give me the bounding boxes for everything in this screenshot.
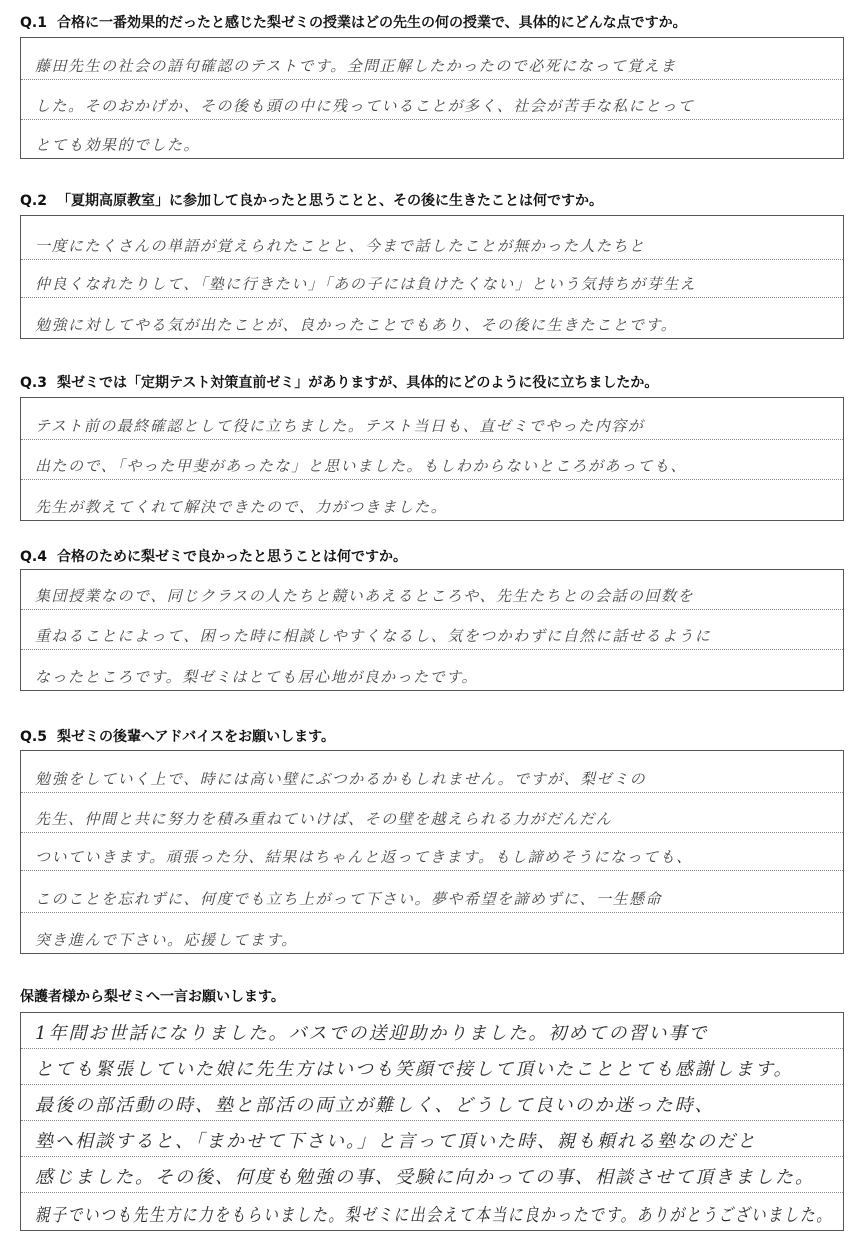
question-text: 梨ゼミの後輩へアドバイスをお願いします。	[56, 729, 336, 745]
answer-box	[20, 1012, 844, 1231]
handwritten-text: 勉強に対してやる気が出たことが、良かったことでもあり、その後に生きたことです。	[35, 316, 678, 334]
question-text: 保護者様から梨ゼミへ一言お願いします。	[20, 989, 285, 1005]
answer-line	[21, 298, 843, 338]
answer-box	[20, 397, 844, 521]
answer-line	[21, 1121, 843, 1157]
handwritten-text: テスト前の最終確認として役に立ちました。テスト当日も、直ゼミでやった内容が	[35, 417, 645, 435]
answer-line	[21, 38, 843, 80]
question-number: Q.1	[20, 15, 47, 31]
handwritten-text: 突き進んで下さい。応援してます。	[35, 931, 298, 949]
handwritten-text: 出たので、「やった甲斐があったな」と思いました。もしわからないところがあっても、	[35, 457, 687, 475]
answer-box	[20, 215, 844, 339]
answer-line	[21, 1193, 843, 1230]
answer-line	[21, 398, 843, 440]
handwritten-text: 重ねることによって、困った時に相談しやすくなるし、気をつかわずに自然に話せるように	[35, 627, 712, 645]
handwritten-text: とても効果的でした。	[35, 136, 201, 154]
answer-line	[21, 440, 843, 480]
handwritten-text: なったところです。梨ゼミはとても居心地が良かったです。	[35, 668, 478, 686]
handwritten-text: 塾へ相談すると、「まかせて下さい。」と言って頂いた時、親も頼れる塾なのだと	[35, 1131, 757, 1152]
answer-line	[21, 913, 843, 953]
answer-line	[21, 650, 843, 690]
question-text: 合格に一番効果的だったと感じた梨ゼミの授業はどの先生の何の授業で、具体的にどんな点ですか。	[56, 15, 687, 31]
handwritten-text: とても緊張していた娘に先生方はいつも笑顔で接して頂いたこととても感謝します。	[35, 1059, 794, 1080]
answer-line	[21, 1049, 843, 1085]
handwritten-text: 一度にたくさんの単語が覚えられたことと、今まで話したことが無かった人たちと	[35, 237, 646, 255]
answer-line	[21, 216, 843, 260]
answer-line	[21, 480, 843, 520]
question-number: Q.5	[20, 729, 47, 745]
answer-line	[21, 751, 843, 793]
answer-line	[21, 1013, 843, 1049]
handwritten-text: 先生、仲間と共に努力を積み重ねていけば、その壁を越えられる力がだんだん	[35, 810, 613, 828]
answer-line	[21, 871, 843, 913]
answer-line	[21, 80, 843, 120]
answer-line	[21, 1157, 843, 1193]
handwritten-text: した。そのおかげか、その後も頭の中に残っていることが多く、社会が苦手な私にとって	[35, 97, 695, 115]
question-title	[20, 726, 335, 746]
handwritten-text: 1年間お世話になりました。バスでの送迎助かりました。初めての習い事で	[35, 1023, 709, 1044]
handwritten-text: 仲良くなれたりして、「塾に行きたい」「あの子には負けたくない」という気持ちが芽生え	[35, 275, 697, 293]
question-number: Q.3	[20, 375, 47, 391]
question-text: 「夏期高原教室」に参加して良かったと思うことと、その後に生きたことは何ですか。	[56, 193, 603, 209]
handwritten-text: 勉強をしていく上で、時には高い壁にぶつかるかもしれません。ですが、梨ゼミの	[35, 770, 647, 788]
answer-line	[21, 610, 843, 650]
handwritten-text: このことを忘れずに、何度でも立ち上がって下さい。夢や希望を諦めずに、一生懸命	[35, 890, 663, 908]
handwritten-text: 藤田先生の社会の語句確認のテストです。全問正解したかったので必死になって覚えま	[35, 57, 677, 75]
answer-line	[21, 120, 843, 158]
handwritten-text: 先生が教えてくれて解決できたので、力がつきました。	[35, 498, 448, 516]
answer-line	[21, 1085, 843, 1121]
handwritten-text: ついていきます。頑張った分、結果はちゃんと返ってきます。もし諦めそうになっても、	[35, 848, 693, 866]
answer-box	[20, 750, 844, 954]
question-text: 梨ゼミでは「定期テスト対策直前ゼミ」がありますが、具体的にどのように役に立ちましたか。	[56, 375, 659, 391]
question-title	[20, 12, 687, 32]
question-title	[20, 190, 603, 210]
question-title	[20, 986, 285, 1006]
answer-line	[21, 570, 843, 610]
handwritten-text: 親子でいつも先生方に力をもらいました。梨ゼミに出会えて本当に良かったです。ありがとうございました。	[35, 1205, 833, 1226]
answer-line	[21, 793, 843, 833]
handwritten-text: 集団授業なので、同じクラスの人たちと競いあえるところや、先生たちとの会話の回数を	[35, 587, 694, 605]
answer-box	[20, 569, 844, 691]
question-title	[20, 372, 658, 392]
answer-line	[21, 833, 843, 871]
answer-line	[21, 260, 843, 298]
question-title	[20, 546, 407, 566]
question-number: Q.4	[20, 549, 47, 565]
handwritten-text: 感じました。その後、何度も勉強の事、受験に向かっての事、相談させて頂きました。	[35, 1167, 815, 1188]
answer-box	[20, 37, 844, 159]
question-number: Q.2	[20, 193, 47, 209]
question-text: 合格のために梨ゼミで良かったと思うことは何ですか。	[56, 549, 407, 565]
handwritten-text: 最後の部活動の時、塾と部活の両立が難しく、どうして良いのか迷った時、	[35, 1095, 715, 1116]
